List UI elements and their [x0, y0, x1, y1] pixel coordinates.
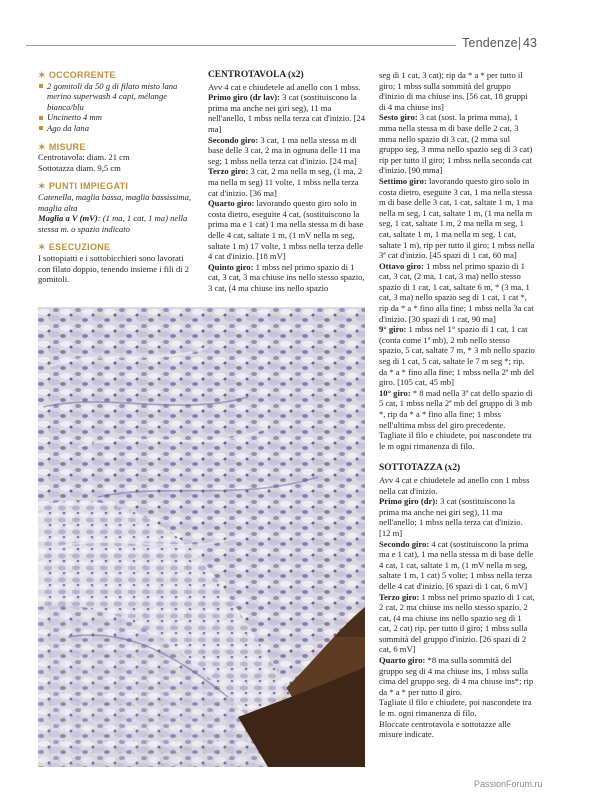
header-rule [26, 45, 456, 46]
page-number: 43 [523, 36, 537, 50]
materials-item: Ago da lana [38, 123, 198, 134]
esecuzione-heading: ✶ ESECUZIONE [38, 242, 111, 253]
instruction-paragraph: Tagliate il filo e chiudete, poi nascondete tra le m ogni rimanenza di filo. [379, 430, 532, 451]
sottotazza-title: SOTTOTAZZA (x2) [379, 463, 461, 474]
crochet-doily-photo [38, 307, 365, 767]
occorrente-heading: ✶ OCCORRENTE [38, 70, 116, 80]
instruction-paragraph: 9° giro: 1 mbss nel 1° spazio di 1 cat, 1 cat (conta come 1ª mb), 2 mb nello stesso spazio, 5 cat, saltate 7 m, * 3 mb nello spazio seg di 1 cat, 5 cat, saltate le 7 m seg *; rip. da * a * fino alla fine; 1 mbss nella 2ª mb del giro. [105 cat, 45 mb] [379, 324, 535, 388]
misure-heading: ✶ MISURE [38, 141, 86, 152]
centrotavola-intro: Avv 4 cat e chiudetele ad anello con 1 mbss. [208, 81, 361, 92]
section-title: Tendenze [462, 36, 518, 50]
instruction-paragraph: Secondo giro: 3 cat, 1 ma nella stessa m di base delle 3 cat, 2 ma in ognuna delle 11 ma seg; 1 mbss nella terza cat d'inizio. [24 ma] [208, 134, 361, 166]
instructions-column-right [379, 70, 535, 740]
materials-column [38, 70, 198, 285]
instruction-paragraph: Sesto giro: 3 cat (sost. la prima mma), 1 mma nella stessa m di base delle 2 cat, 3 mma nello spazio di 3 cat, (2 mma sul gruppo seg, 3 mma nello spazio seg di 3 cat) rip per tutto il giro; 1 mbss nella seconda cat d'inizio. [90 mma] [379, 112, 533, 176]
instruction-paragraph: 10° giro: * 8 mad nella 3ª cat dello spazio di 5 cat, 1 mbss nella 2ª mb del gruppo di 3 mb *, rip da * a * fino alla fine; 1 mbss nell'ultima mbss del giro precedente. [379, 387, 533, 430]
punti-heading: ✶ PUNTI IMPIEGATI [38, 181, 129, 192]
centrotavola-column [208, 70, 366, 293]
page-header [0, 36, 590, 54]
instruction-paragraph: Ottavo giro: 1 mbss nel primo spazio di 1 cat, 3 cat, (2 ma, 1 cat, 3 ma) nello stesso spazio di 1 cat, 1 cat, saltate 6 m, * (3 ma, 1 cat, 3 ma) nello spazio seg di 1 cat, 1 cat *, rip da * a * fino alla fine; 1 mbss nella 3a cat d'inizio. [30 spazi di 1 cat, 90 ma] [379, 260, 534, 324]
sottotazza-intro: Avv 4 cat e chiudetele ad anello con 1 mbss nella cat d'inizio. [379, 474, 530, 496]
instruction-paragraph: Tagliate il filo e chiudete, poi nascondete tra le m. ogni rimanenza di filo. [379, 697, 532, 719]
instruction-paragraph: Quarto giro: *8 ma sulla sommità del gruppo seg di 4 ma chiuse ins, 1 mbss sulla cima del gruppo seg. di 4 ma chiuse ins*; rip da * a * per tutto il giro. [379, 655, 534, 697]
instruction-paragraph: Settimo giro: lavorando questo giro solo in costa dietro, eseguite 3 cat, 1 ma nella stessa m di base delle 3 cat, 1 cat, saltate 1 m, 1 ma nella m seg, 1 cat, saltate 1 m, (1 ma nella m seg, 1 cat, saltate 1 m, 2 ma nella m seg, 1 cat, saltate 1 m, 1 ma nella m seg, 1 cat, saltate 1 m), rip per tutto il giro; 1 mbss nella 3ª cat d'inizio. [45 spazi di 1 cat, 60 ma] [379, 175, 535, 261]
stitches-list: Catenella, maglia bassa, maglia bassissima, maglia alta [38, 191, 192, 213]
centrotavola-title: CENTROTAVOLA (x2) [208, 70, 304, 80]
star-icon: ✶ [38, 242, 46, 253]
instruction-paragraph: Secondo giro: 4 cat (sostituiscono la prima ma e 1 cat), 1 ma nella stessa m di base delle 4 cat, 1 cat, saltate 1 m, (1 mV nella m seg, saltate 1 m, 1 cat) 5 volte; 1 mbss nella terza delle 4 cat d'inizio. [6 spazi di 1 cat, 6 mV] [379, 538, 534, 591]
star-icon: ✶ [38, 181, 46, 192]
materials-item: 2 gomitoli da 50 g di filato misto lana merino superwash 4 capi, mélange bianco/blu [38, 81, 198, 113]
star-icon: ✶ [38, 141, 46, 152]
instruction-paragraph: Primo giro (dr): 3 cat (sostituiscono la prima ma anche nei giri seg), 11 ma nell'anello; 1 mbss nella terza cat d'inizio. [12 m] [379, 496, 523, 538]
instruction-paragraph: Quinto giro: 1 mbss nel primo spazio di 1 cat, 3 cat, 3 ma chiuse ins nello stesso spazio, 3 cat, (4 ma chiuse ins nello spazio [208, 261, 365, 293]
instruction-paragraph: Bloccate centrotavola e sottotazze alle misure indicate. [379, 718, 511, 740]
instruction-paragraph: Quarto giro: lavorando questo giro solo in costa dietro, eseguite 4 cat, (sostituiscono la prima ma e 1 cat) 1 ma nella stessa m di base delle 4 cat, saltate 1 m, (1 mV nella m seg, saltate 1 m) 17 volte, 1 mbss nella terza delle 4 cat d'inizio. [18 mV] [208, 198, 364, 262]
instruction-paragraph: Primo giro (dr lav): 3 cat (sostituiscono la prima ma anche nei giri seg), 11 ma nell'anello, 1 mbss nella terza cat d'inizio. [24 ma] [208, 92, 366, 134]
instruction-paragraph: Terzo giro: 1 mbss nel primo spazio di 1 cat, 2 cat, 2 ma chiuse ins nello stesso spazio, 2 cat, (4 ma chiuse ins nello spazio seg di 1 cat, 2 cat) rip. per tutto il giro; 1 mbss sulla sommità del gruppo d'inizio. [26 spazi di 2 cat, 6 mV] [379, 591, 535, 655]
star-icon: ✶ [38, 70, 46, 80]
instruction-paragraph: Terzo giro: 3 cat, 2 ma nella m seg, (1 ma, 2 ma nella m seg) 11 volte, 1 mbss nella terza cat d'inizio. [36 ma] [208, 166, 363, 198]
stitch-definition: Maglia a V (mV): (1 ma, 1 cat, 1 ma) nella stessa m. o spazio indicato [38, 213, 188, 234]
instruction-paragraph: seg di 1 cat, 3 cat); rip da * a * per tutto il giro; 1 mbss sulla sommità del gruppo d'inizio di ma chiuse ins. [56 cat, 18 gruppi di 4 ma chiuse ins] [379, 70, 528, 112]
esecuzione-text: I sottopiatti e i sottobicchieri sono lavorati con filato doppio, tenendo insieme i fili di 2 gomitoli. [38, 252, 190, 285]
materials-item: Uncinetto 4 mm [38, 112, 198, 123]
header-separator [519, 37, 520, 50]
measure-line: Sottotazza diam. 9,5 cm [38, 162, 121, 173]
watermark: PassionForum.ru [474, 779, 543, 789]
measure-line: Centrotavola: diam. 21 cm [38, 152, 130, 163]
